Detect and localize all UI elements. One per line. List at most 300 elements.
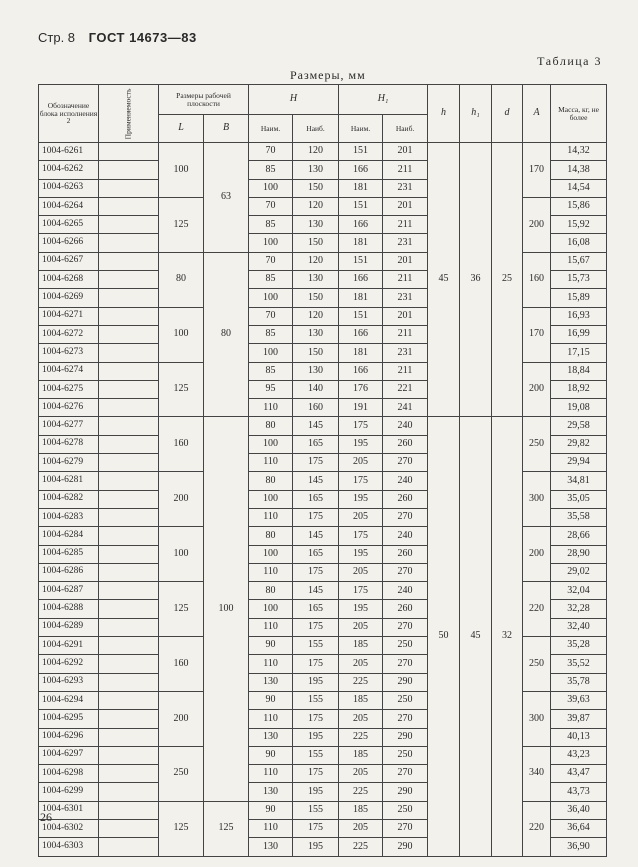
H-min-cell: 110 [249,399,293,417]
H1-min-cell: 166 [339,271,383,289]
H1-min-cell: 191 [339,399,383,417]
mass-cell: 32,04 [551,582,607,600]
H1-max-cell: 290 [383,673,428,691]
H1-max-cell: 231 [383,234,428,252]
H1-max-cell: 240 [383,582,428,600]
applicability-cell [99,765,159,783]
mass-cell: 16,08 [551,234,607,252]
designation-cell: 1004-6263 [39,179,99,197]
L-cell: 100 [159,143,204,198]
designation-cell: 1004-6288 [39,600,99,618]
H-min-cell: 130 [249,783,293,801]
H1-max-cell: 211 [383,216,428,234]
H1-min-cell: 225 [339,783,383,801]
col-H: H [249,85,339,115]
H-min-cell: 110 [249,765,293,783]
H1-max-cell: 270 [383,765,428,783]
H1-min-cell: 181 [339,289,383,307]
H1-min-cell: 176 [339,380,383,398]
A-cell: 300 [523,691,551,746]
col-H1: H₁ [339,85,428,115]
designation-cell: 1004-6281 [39,472,99,490]
H-max-cell: 145 [293,417,339,435]
designation-cell: 1004-6292 [39,655,99,673]
mass-cell: 29,82 [551,435,607,453]
applicability-cell [99,197,159,215]
H-min-cell: 110 [249,618,293,636]
designation-cell: 1004-6273 [39,344,99,362]
designation-cell: 1004-6294 [39,691,99,709]
B-cell: 100 [204,417,249,801]
H-max-cell: 160 [293,399,339,417]
H-max-cell: 155 [293,637,339,655]
H-min-cell: 80 [249,472,293,490]
H-max-cell: 130 [293,161,339,179]
H1-max-cell: 231 [383,289,428,307]
col-B: B [204,115,249,143]
H-max-cell: 150 [293,179,339,197]
H-min-cell: 85 [249,362,293,380]
designation-cell: 1004-6262 [39,161,99,179]
mass-cell: 40,13 [551,728,607,746]
applicability-cell [99,252,159,270]
mass-cell: 15,67 [551,252,607,270]
H-min-cell: 90 [249,801,293,819]
applicability-cell [99,691,159,709]
H1-max-cell: 231 [383,344,428,362]
H1-max-cell: 290 [383,783,428,801]
H-min-cell: 90 [249,746,293,764]
d-cell: 25 [492,143,523,417]
designation-cell: 1004-6301 [39,801,99,819]
H1-max-cell: 260 [383,435,428,453]
applicability-cell [99,143,159,161]
H-max-cell: 195 [293,838,339,856]
L-cell: 160 [159,417,204,472]
H1-min-cell: 205 [339,563,383,581]
H-max-cell: 150 [293,234,339,252]
designation-cell: 1004-6286 [39,563,99,581]
H1-max-cell: 241 [383,399,428,417]
mass-cell: 43,23 [551,746,607,764]
mass-cell: 32,40 [551,618,607,636]
H-max-cell: 155 [293,691,339,709]
col-designation: Обозначение блока исполнения 2 [39,85,99,143]
H-min-cell: 95 [249,380,293,398]
col-mass: Масса, кг, не более [551,85,607,143]
mass-cell: 28,66 [551,527,607,545]
designation-cell: 1004-6265 [39,216,99,234]
designation-cell: 1004-6282 [39,490,99,508]
L-cell: 125 [159,362,204,417]
mass-cell: 36,40 [551,801,607,819]
H-max-cell: 175 [293,563,339,581]
mass-cell: 29,58 [551,417,607,435]
A-cell: 170 [523,143,551,198]
designation-cell: 1004-6261 [39,143,99,161]
applicability-cell [99,746,159,764]
H1-max-cell: 221 [383,380,428,398]
H1-min-cell: 181 [339,179,383,197]
H-min-cell: 110 [249,819,293,837]
mass-cell: 35,05 [551,490,607,508]
H-max-cell: 145 [293,582,339,600]
B-cell: 80 [204,252,249,417]
applicability-cell [99,819,159,837]
H-min-cell: 100 [249,600,293,618]
applicability-cell [99,801,159,819]
applicability-cell [99,271,159,289]
designation-cell: 1004-6266 [39,234,99,252]
H1-min-cell: 205 [339,508,383,526]
H-max-cell: 175 [293,655,339,673]
mass-cell: 14,38 [551,161,607,179]
applicability-cell [99,472,159,490]
H-max-cell: 165 [293,600,339,618]
H-min-cell: 100 [249,435,293,453]
applicability-cell [99,783,159,801]
H1-min-cell: 166 [339,216,383,234]
H-max-cell: 140 [293,380,339,398]
designation-cell: 1004-6303 [39,838,99,856]
H-min-cell: 85 [249,161,293,179]
table-row [39,143,607,161]
h1-cell: 36 [460,143,492,417]
H-min-cell: 130 [249,728,293,746]
h1-cell: 45 [460,417,492,856]
mass-cell: 19,08 [551,399,607,417]
H1-min-cell: 185 [339,801,383,819]
H-min-cell: 110 [249,710,293,728]
H-max-cell: 195 [293,673,339,691]
H1-max-cell: 260 [383,490,428,508]
H1-min-cell: 205 [339,710,383,728]
H-min-cell: 70 [249,252,293,270]
H-max-cell: 130 [293,362,339,380]
H-max-cell: 175 [293,710,339,728]
applicability-cell [99,161,159,179]
page-label: Стр. 8 [38,30,76,45]
col-A: A [523,85,551,143]
H1-max-cell: 211 [383,362,428,380]
designation-cell: 1004-6289 [39,618,99,636]
mass-cell: 28,90 [551,545,607,563]
designation-cell: 1004-6302 [39,819,99,837]
H-min-cell: 85 [249,325,293,343]
designation-cell: 1004-6277 [39,417,99,435]
A-cell: 170 [523,307,551,362]
H1-max-cell: 201 [383,252,428,270]
H1-min-cell: 175 [339,472,383,490]
mass-cell: 17,15 [551,344,607,362]
mass-cell: 18,92 [551,380,607,398]
L-cell: 100 [159,307,204,362]
applicability-cell [99,399,159,417]
applicability-cell [99,563,159,581]
table-label: Таблица 3 [537,54,602,68]
H-min-cell: 100 [249,289,293,307]
A-cell: 200 [523,362,551,417]
H-max-cell: 195 [293,728,339,746]
H-max-cell: 165 [293,490,339,508]
L-cell: 200 [159,472,204,527]
H1-max-cell: 211 [383,271,428,289]
mass-cell: 43,47 [551,765,607,783]
H1-min-cell: 205 [339,618,383,636]
H-max-cell: 155 [293,801,339,819]
H1-max-cell: 270 [383,563,428,581]
H-max-cell: 120 [293,143,339,161]
H1-max-cell: 201 [383,143,428,161]
H-min-cell: 80 [249,417,293,435]
data-table [38,84,607,857]
H1-min-cell: 195 [339,545,383,563]
mass-cell: 14,32 [551,143,607,161]
applicability-cell [99,325,159,343]
H1-max-cell: 270 [383,508,428,526]
L-cell: 125 [159,197,204,252]
A-cell: 220 [523,801,551,856]
H-min-cell: 130 [249,673,293,691]
mass-cell: 16,93 [551,307,607,325]
applicability-cell [99,380,159,398]
L-cell: 250 [159,746,204,801]
mass-cell: 39,87 [551,710,607,728]
H-max-cell: 165 [293,545,339,563]
applicability-cell [99,582,159,600]
H1-min-cell: 185 [339,746,383,764]
designation-cell: 1004-6296 [39,728,99,746]
mass-cell: 34,81 [551,472,607,490]
applicability-cell [99,527,159,545]
L-cell: 100 [159,527,204,582]
H-max-cell: 130 [293,216,339,234]
mass-cell: 35,52 [551,655,607,673]
H1-min-cell: 181 [339,234,383,252]
H1-min-cell: 195 [339,600,383,618]
H1-max-cell: 211 [383,161,428,179]
designation-cell: 1004-6279 [39,454,99,472]
applicability-cell [99,362,159,380]
H-min-cell: 100 [249,344,293,362]
mass-cell: 15,73 [551,271,607,289]
H-min-cell: 110 [249,655,293,673]
col-H-min: Наим. [249,115,293,143]
H-min-cell: 90 [249,691,293,709]
table-body [39,143,607,857]
H1-min-cell: 166 [339,161,383,179]
H-min-cell: 100 [249,490,293,508]
H1-max-cell: 240 [383,417,428,435]
H-max-cell: 165 [293,435,339,453]
designation-cell: 1004-6272 [39,325,99,343]
designation-cell: 1004-6269 [39,289,99,307]
designation-cell: 1004-6299 [39,783,99,801]
H-max-cell: 120 [293,197,339,215]
H-max-cell: 150 [293,289,339,307]
H1-min-cell: 151 [339,307,383,325]
designation-cell: 1004-6268 [39,271,99,289]
designation-cell: 1004-6293 [39,673,99,691]
A-cell: 250 [523,417,551,472]
designation-cell: 1004-6276 [39,399,99,417]
H-max-cell: 155 [293,746,339,764]
H1-max-cell: 260 [383,545,428,563]
H1-max-cell: 201 [383,307,428,325]
H1-min-cell: 185 [339,637,383,655]
H-max-cell: 145 [293,472,339,490]
H1-min-cell: 225 [339,838,383,856]
B-cell: 63 [204,143,249,253]
A-cell: 200 [523,527,551,582]
designation-cell: 1004-6271 [39,307,99,325]
H1-max-cell: 250 [383,746,428,764]
designation-cell: 1004-6267 [39,252,99,270]
H-min-cell: 130 [249,838,293,856]
H1-max-cell: 270 [383,454,428,472]
mass-cell: 35,58 [551,508,607,526]
applicability-cell [99,838,159,856]
A-cell: 300 [523,472,551,527]
applicability-cell [99,545,159,563]
designation-cell: 1004-6283 [39,508,99,526]
mass-cell: 35,78 [551,673,607,691]
H1-min-cell: 175 [339,527,383,545]
H-min-cell: 110 [249,454,293,472]
mass-cell: 29,02 [551,563,607,581]
applicability-cell [99,655,159,673]
designation-cell: 1004-6297 [39,746,99,764]
H1-max-cell: 290 [383,838,428,856]
H1-max-cell: 270 [383,655,428,673]
applicability-cell [99,435,159,453]
H1-max-cell: 231 [383,179,428,197]
mass-cell: 32,28 [551,600,607,618]
col-d: d [492,85,523,143]
H1-min-cell: 175 [339,417,383,435]
H1-min-cell: 205 [339,765,383,783]
applicability-cell [99,600,159,618]
designation-cell: 1004-6275 [39,380,99,398]
H1-max-cell: 201 [383,197,428,215]
applicability-cell [99,728,159,746]
L-cell: 125 [159,582,204,637]
L-cell: 80 [159,252,204,307]
designation-cell: 1004-6295 [39,710,99,728]
H1-max-cell: 250 [383,691,428,709]
applicability-cell [99,234,159,252]
page-header [38,30,197,45]
applicability-cell [99,344,159,362]
H-min-cell: 80 [249,527,293,545]
designation-cell: 1004-6284 [39,527,99,545]
A-cell: 160 [523,252,551,307]
col-H1-max: Наиб. [383,115,428,143]
col-applicability: Применяемость [99,85,159,143]
H1-min-cell: 205 [339,454,383,472]
mass-cell: 29,94 [551,454,607,472]
H1-min-cell: 151 [339,252,383,270]
H1-min-cell: 166 [339,325,383,343]
H1-min-cell: 205 [339,655,383,673]
applicability-cell [99,673,159,691]
H-min-cell: 110 [249,508,293,526]
applicability-cell [99,710,159,728]
H-min-cell: 100 [249,234,293,252]
mass-cell: 15,89 [551,289,607,307]
H1-min-cell: 185 [339,691,383,709]
H1-max-cell: 270 [383,819,428,837]
H1-min-cell: 175 [339,582,383,600]
mass-cell: 43,73 [551,783,607,801]
applicability-cell [99,490,159,508]
mass-cell: 18,84 [551,362,607,380]
H1-max-cell: 250 [383,801,428,819]
h-cell: 50 [428,417,460,856]
applicability-cell [99,618,159,636]
L-cell: 160 [159,637,204,692]
H-max-cell: 175 [293,454,339,472]
H-min-cell: 80 [249,582,293,600]
A-cell: 250 [523,637,551,692]
col-H-max: Наиб. [293,115,339,143]
H1-max-cell: 270 [383,618,428,636]
designation-cell: 1004-6274 [39,362,99,380]
applicability-cell [99,637,159,655]
designation-cell: 1004-6287 [39,582,99,600]
H1-min-cell: 205 [339,819,383,837]
H-max-cell: 130 [293,325,339,343]
H-max-cell: 120 [293,307,339,325]
h-cell: 45 [428,143,460,417]
H1-min-cell: 195 [339,490,383,508]
H1-max-cell: 240 [383,472,428,490]
applicability-cell [99,179,159,197]
H-max-cell: 120 [293,252,339,270]
H1-max-cell: 290 [383,728,428,746]
H-min-cell: 100 [249,545,293,563]
H-min-cell: 70 [249,143,293,161]
L-cell: 200 [159,691,204,746]
H-max-cell: 195 [293,783,339,801]
H-max-cell: 150 [293,344,339,362]
H1-min-cell: 166 [339,362,383,380]
H-min-cell: 70 [249,197,293,215]
H-min-cell: 70 [249,307,293,325]
H1-max-cell: 260 [383,600,428,618]
col-h: h [428,85,460,143]
H-max-cell: 175 [293,819,339,837]
col-h1: h₁ [460,85,492,143]
H1-min-cell: 181 [339,344,383,362]
designation-cell: 1004-6264 [39,197,99,215]
standard-label: ГОСТ 14673—83 [88,30,197,45]
A-cell: 340 [523,746,551,801]
mass-cell: 16,99 [551,325,607,343]
H-max-cell: 145 [293,527,339,545]
H-min-cell: 90 [249,637,293,655]
H-max-cell: 130 [293,271,339,289]
page-number: 26 [40,810,52,824]
L-cell: 125 [159,801,204,856]
designation-cell: 1004-6285 [39,545,99,563]
H1-max-cell: 240 [383,527,428,545]
H-max-cell: 175 [293,508,339,526]
H1-min-cell: 195 [339,435,383,453]
H-min-cell: 100 [249,179,293,197]
H-max-cell: 175 [293,765,339,783]
B-cell: 125 [204,801,249,856]
